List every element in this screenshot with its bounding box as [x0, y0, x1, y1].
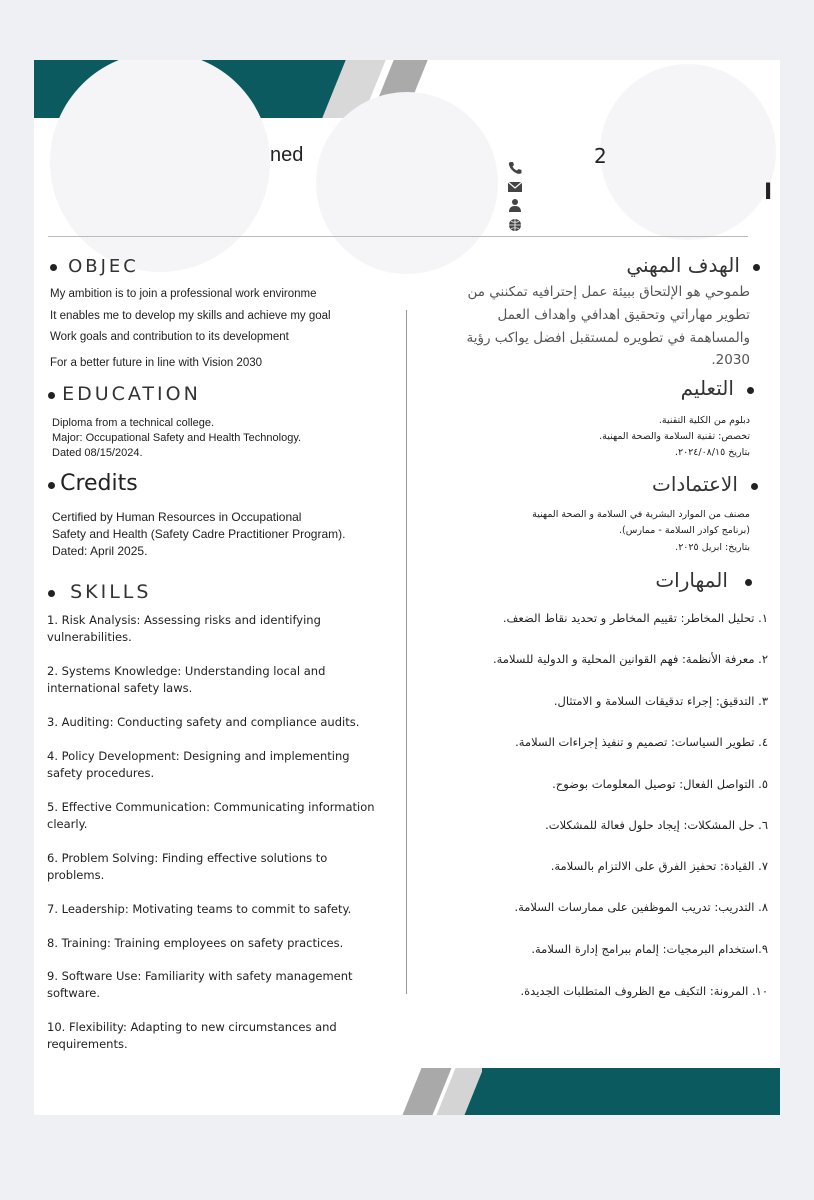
skills-heading: SKILLS [48, 581, 151, 603]
ar-education-line: تخصص: تقنية السلامة والصحة المهنية. [599, 431, 750, 442]
ar-education-heading: التعليم [681, 376, 754, 400]
education-heading: EDUCATION [48, 383, 201, 405]
arabic-name-fragment: I [764, 180, 773, 205]
ar-credits-heading: الاعتمادات [652, 472, 758, 496]
objective-line: Work goals and contribution to its development [50, 331, 289, 343]
skill-item: 10. Flexibility: Adapting to new circumstances and [47, 1020, 337, 1034]
ar-objective-line: 2030. [711, 352, 750, 368]
skill-item: 8. Training: Training employees on safety practices. [47, 936, 344, 950]
objective-line: It enables me to develop my skills and achieve my goal [50, 310, 331, 322]
ar-skill-item: ١. تحليل المخاطر: تقييم المخاطر و تحديد نقاط الضعف. [502, 611, 768, 625]
objective-heading: OBJEC [50, 256, 139, 277]
skill-item: 7. Leadership: Motivating teams to commit to safety. [47, 902, 352, 916]
redaction-circle [600, 64, 776, 240]
credits-heading: Credits [48, 471, 138, 496]
ar-skill-item: ٧. القيادة: تحفيز الفرق على الالتزام بالسلامة. [550, 859, 768, 873]
ar-skill-item: ٩.استخدام البرمجيات: إلمام ببرامج إدارة السلامة. [531, 942, 768, 956]
ar-objective-heading: الهدف المهني [626, 253, 760, 277]
skill-item: international safety laws. [47, 681, 193, 695]
phone-icon [507, 161, 523, 175]
skill-item: 4. Policy Development: Designing and implementing [47, 749, 350, 763]
skill-item: problems. [47, 868, 105, 882]
header-divider [48, 236, 748, 237]
redaction-circle [50, 60, 270, 272]
skill-item: 6. Problem Solving: Finding effective solutions to [47, 851, 328, 865]
skill-item: 5. Effective Communication: Communicating information [47, 800, 375, 814]
footer-band [482, 1068, 780, 1115]
education-line: Dated 08/15/2024. [52, 447, 143, 459]
ar-credits-line: مصنف من الموارد البشرية في السلامة و الصحة المهنية [532, 509, 750, 520]
ar-objective-line: والمساهمة في تطويره لمستقبل افضل يواكب رؤية [466, 330, 750, 346]
ar-skills-heading: المهارات [655, 568, 752, 592]
skill-item: 1. Risk Analysis: Assessing risks and identifying [47, 613, 321, 627]
ar-credits-line: (برنامج كوادر السلامة - ممارس). [619, 525, 750, 536]
ar-skill-item: ٤. تطوير السياسات: تصميم و تنفيذ إجراءات السلامة. [515, 735, 768, 749]
objective-line: For a better future in line with Vision 2030 [50, 357, 263, 369]
skill-item: requirements. [47, 1037, 128, 1051]
arabic-digit-fragment: 2 [594, 144, 607, 168]
skill-item: 3. Auditing: Conducting safety and compliance audits. [47, 715, 360, 729]
education-line: Major: Occupational Safety and Health Technology. [52, 432, 302, 444]
ar-skill-item: ١٠. المرونة: التكيف مع الظروف المتطلبات الجديدة. [520, 984, 768, 998]
ar-skill-item: ٦. حل المشكلات: إيجاد حلول فعالة للمشكلات. [545, 818, 768, 832]
person-icon [507, 198, 523, 212]
skill-item: software. [47, 986, 101, 1000]
ar-credits-line: بتاريخ: ابريل ٢٠٢٥. [675, 542, 750, 553]
ar-skill-item: ٨. التدريب: تدريب الموظفين على ممارسات السلامة. [514, 900, 768, 914]
credits-line: Dated: April 2025. [52, 544, 148, 558]
objective-line: My ambition is to join a professional work environme [50, 288, 317, 300]
skill-item: 2. Systems Knowledge: Understanding local and [47, 664, 326, 678]
education-line: Diploma from a technical college. [52, 417, 215, 429]
ar-objective-line: تطوير مهاراتي وتحقيق اهدافي واهداف العمل [497, 307, 750, 323]
ar-education-line: بتاريخ ٢٠٢٤/٠٨/١٥. [674, 447, 750, 458]
ar-objective-line: طموحي هو الإلتحاق ببيئة عمل إحترافيه تمكنني من [467, 284, 750, 300]
ar-skill-item: ٥. التواصل الفعال: توصيل المعلومات بوضوح. [552, 777, 768, 791]
skill-item: clearly. [47, 817, 88, 831]
skill-item: safety procedures. [47, 766, 155, 780]
globe-icon [507, 218, 523, 232]
ar-skill-item: ٢. معرفة الأنظمة: فهم القوانين المحلية و الدولية للسلامة. [492, 652, 768, 666]
redaction-circle [316, 92, 498, 274]
credits-line: Certified by Human Resources in Occupational [52, 510, 302, 524]
resume-page [34, 60, 780, 1115]
ar-skill-item: ٣. التدقيق: إجراء تدقيقات السلامة و الامتثال. [553, 694, 768, 708]
mail-icon [507, 180, 523, 194]
skill-item: vulnerabilities. [47, 630, 132, 644]
column-divider [406, 310, 407, 994]
credits-line: Safety and Health (Safety Cadre Practitioner Program). [52, 527, 346, 541]
ar-education-line: دبلوم من الكلية التقنية. [658, 415, 750, 426]
skill-item: 9. Software Use: Familiarity with safety management [47, 969, 353, 983]
name-fragment: ned [270, 144, 304, 166]
